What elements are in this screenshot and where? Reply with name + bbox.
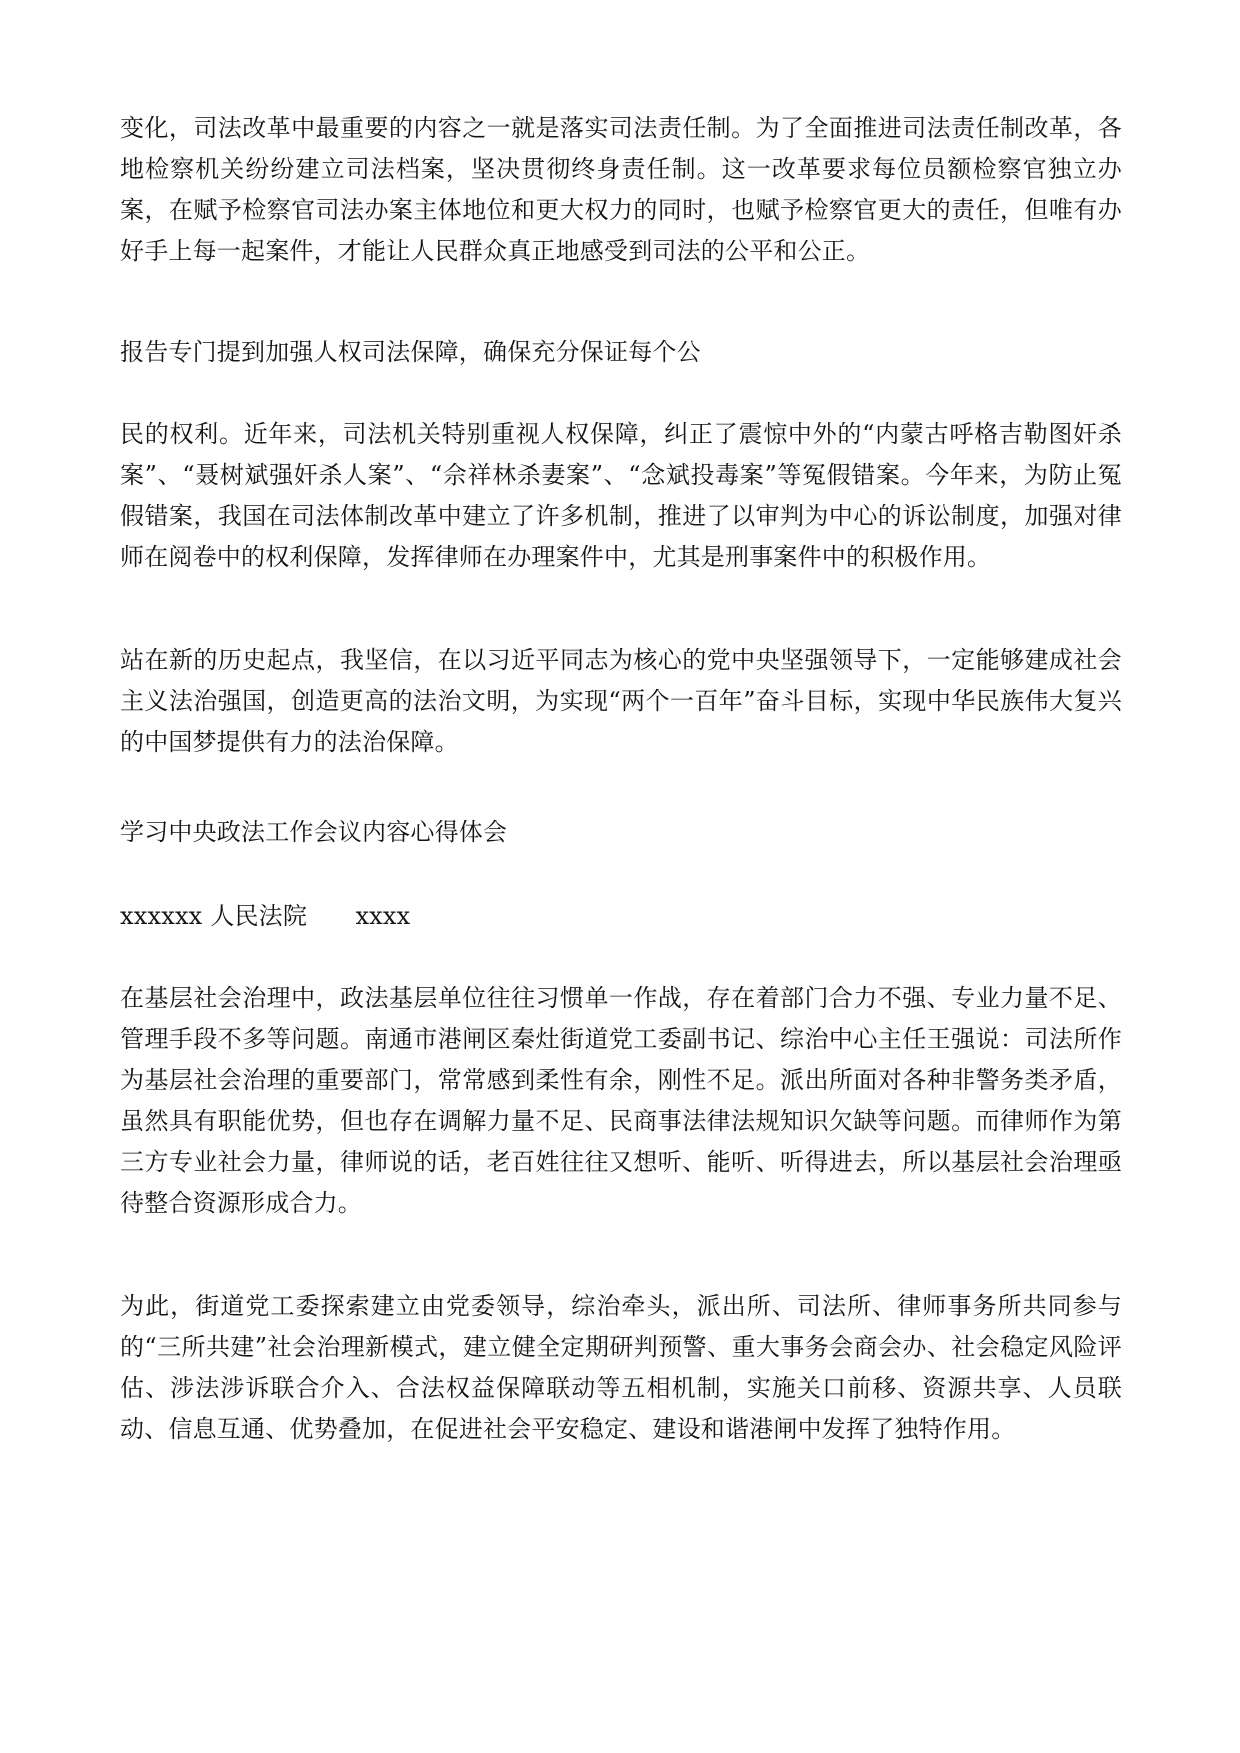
paragraph-judicial-responsibility: 变化，司法改革中最重要的内容之一就是落实司法责任制。为了全面推进司法责任制改革，各地检察机关纷纷建立司法档案，坚决贯彻终身责任制。这一改革要求每位员额检察官独立办案，在赋予检察官司法办案主体地位和更大权力的同时，也赋予检察官更大的责任，但唯有办好手上每一起案件，才能让人民群众真正地感受到司法的公平和公正。: [120, 114, 1122, 265]
paragraph-grassroots-governance: 在基层社会治理中，政法基层单位往往习惯单一作战，存在着部门合力不强、专业力量不足、管理手段不多等问题。南通市港闸区秦灶街道党工委副书记、综治中心主任王强说：司法所作为基层社会治理的重要部门，常常感到柔性有余，刚性不足。派出所面对各种非警务类矛盾，虽然具有职能优势，但也存在调解力量不足、民商事法律法规知识欠缺等问题。而律师作为第三方专业社会力量，律师说的话，老百姓往往又想听、能听、听得进去，所以基层社会治理亟待整合资源形成合力。: [120, 984, 1122, 1217]
author-line: xxxxxx 人民法院 xxxx: [120, 902, 411, 930]
paragraph-three-institutions: 为此，街道党工委探索建立由党委领导，综治牵头，派出所、司法所、律师事务所共同参与的“三所共建”社会治理新模式，建立健全定期研判预警、重大事务会商会办、社会稳定风险评估、涉法涉诉联合介入、合法权益保障联动等五相机制，实施关口前移、资源共享、人员联动、信息互通、优势叠加，在促进社会平安稳定、建设和谐港闸中发挥了独特作用。: [120, 1292, 1122, 1443]
paragraph-wrongful-convictions: 民的权利。近年来，司法机关特别重视人权保障，纠正了震惊中外的“内蒙古呼格吉勒图奸杀案”、“聂树斌强奸杀人案”、“佘祥林杀妻案”、“念斌投毒案”等冤假错案。今年来，为防止冤假错案，我国在司法体制改革中建立了许多机制，推进了以审判为中心的诉讼制度，加强对律师在阅卷中的权利保障，发挥律师在办理案件中，尤其是刑事案件中的积极作用。: [120, 420, 1122, 571]
paragraph-human-rights-intro: 报告专门提到加强人权司法保障，确保充分保证每个公: [120, 338, 701, 366]
paragraph-rule-of-law-conclusion: 站在新的历史起点，我坚信，在以习近平同志为核心的党中央坚强领导下，一定能够建成社会主义法治强国，创造更高的法治文明，为实现“两个一百年”奋斗目标，实现中华民族伟大复兴的中国梦提供有力的法治保障。: [120, 646, 1122, 756]
section-heading: 学习中央政法工作会议内容心得体会: [120, 818, 508, 846]
